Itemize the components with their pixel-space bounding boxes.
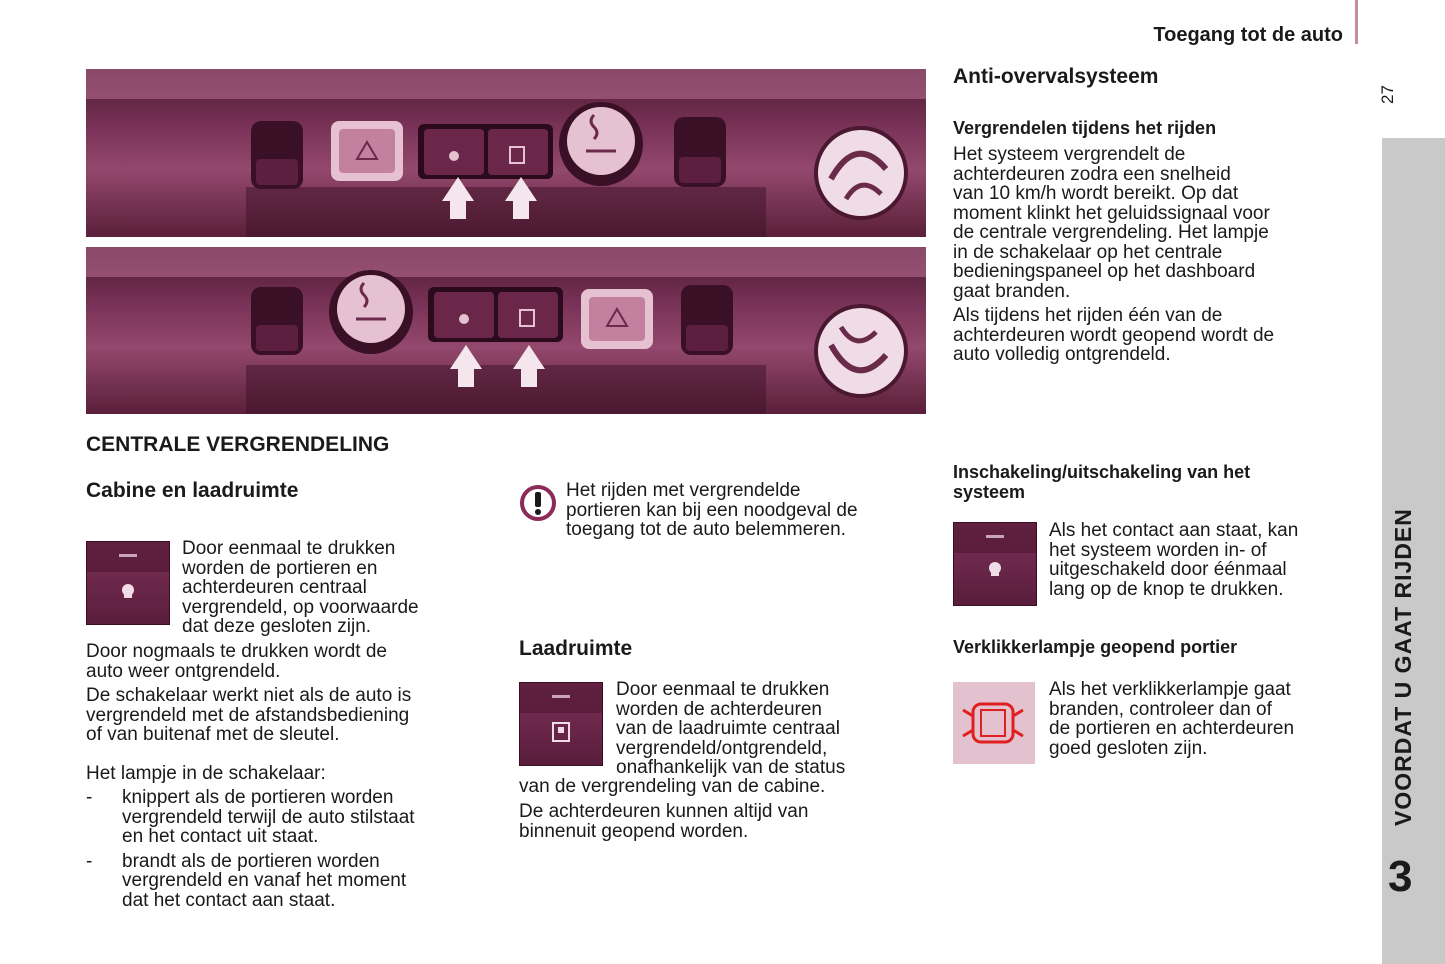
list-item — [86, 788, 496, 847]
text-line: vergrendeld, op voorwaarde — [182, 596, 419, 618]
text-line: brandt als de portieren worden — [122, 850, 380, 872]
text-line: gaat branden. — [953, 280, 1071, 302]
anti-paragraph-1 — [953, 145, 1270, 301]
text-line: auto weer ontgrendeld. — [86, 660, 281, 682]
text-line: in de schakelaar op het centrale — [953, 241, 1223, 263]
warning-exclamation-icon — [519, 484, 557, 522]
text-line: Door eenmaal te drukken — [616, 679, 830, 700]
cargo-button-photo — [488, 129, 548, 175]
text-line: vergrendeld/ontgrendeld, — [616, 737, 828, 759]
text-line: bedieningspaneel op het dashboard — [953, 261, 1256, 282]
cabin-paragraph-3 — [86, 686, 411, 745]
text-line: portieren kan bij een noodgeval de — [566, 499, 858, 521]
text-line: Door eenmaal te drukken — [182, 538, 396, 559]
text-line: achterdeuren zodra een snelheid — [953, 163, 1231, 185]
dashboard-photo-top — [86, 69, 926, 237]
text-line: van 10 km/h wordt bereikt. Op dat — [953, 183, 1239, 204]
text-line: Inschakeling/uitschakeling van het — [953, 462, 1251, 482]
anti-title: Anti-overvalsysteem — [953, 65, 1159, 88]
text-line: worden de portieren en — [182, 557, 378, 579]
text-line: de portieren en achterdeuren — [1049, 718, 1295, 739]
text-line: Door nogmaals te drukken wordt de — [86, 641, 387, 662]
text-line: moment klinkt het geluidssignaal voor — [953, 202, 1270, 224]
anti-theft-zoom-icon — [816, 128, 906, 218]
text-line: achterdeuren wordt geopend wordt de — [953, 324, 1275, 346]
text-line: systeem — [953, 482, 1026, 502]
cargo-paragraph-2 — [519, 802, 808, 841]
anti-subtitle-1: Vergrendelen tijdens het rijden — [953, 118, 1217, 138]
text-line: vergrendeld terwijl de auto stilstaat — [122, 806, 415, 828]
text-line: dat het contact aan staat. — [122, 889, 336, 911]
text-line: auto volledig ontgrendeld. — [953, 344, 1171, 365]
text-line: en het contact uit staat. — [122, 826, 319, 847]
text-line: Als tijdens het rijden één van de — [953, 305, 1223, 326]
bullet-dash: - — [86, 787, 93, 808]
section-title: CENTRALE VERGRENDELING — [86, 433, 390, 456]
page-number: 27 — [1378, 85, 1397, 104]
warning-note — [566, 481, 858, 540]
text-line: worden de achterdeuren — [616, 698, 822, 720]
cargo-subtitle: Laadruimte — [519, 637, 633, 660]
chapter-number: 3 — [1388, 852, 1413, 901]
anti-paragraph-4 — [1049, 680, 1294, 758]
text-line: dat deze gesloten zijn. — [182, 616, 372, 637]
cargo-lock-button-icon — [519, 682, 603, 766]
door-open-warning-icon — [953, 682, 1035, 764]
anti-subtitle-3: Verklikkerlampje geopend portier — [953, 637, 1238, 657]
cargo-intro-continued: van de vergrendeling van de cabine. — [519, 776, 826, 797]
text-line: De schakelaar werkt niet als de auto is — [86, 685, 412, 706]
dashboard-illustration-top — [86, 69, 926, 237]
text-line: goed gesloten zijn. — [1049, 737, 1208, 759]
text-line: achterdeuren centraal — [182, 577, 367, 598]
cabin-paragraph-2 — [86, 642, 387, 681]
text-line: knippert als de portieren worden — [122, 787, 394, 808]
text-line: onafhankelijk van de status — [616, 757, 846, 778]
text-line: of van buitenaf met de sleutel. — [86, 724, 340, 745]
text-line: vergrendeld met de afstandsbediening — [86, 704, 410, 726]
anti-subtitle-2 — [953, 462, 1250, 502]
lamp-bullet-list — [86, 788, 496, 910]
text-line: Het systeem vergrendelt de — [953, 144, 1186, 165]
chapter-tab-label: VOORDAT U GAAT RIJDEN — [1390, 508, 1416, 826]
text-line: van de laadruimte centraal — [616, 718, 840, 739]
text-line: branden, controleer dan of — [1049, 698, 1272, 720]
text-line: De achterdeuren kunnen altijd van — [519, 801, 809, 822]
text-line: toegang tot de auto belemmeren. — [566, 519, 846, 540]
anti-paragraph-3 — [1049, 521, 1298, 599]
text-line: uitgeschakeld door éénmaal — [1049, 559, 1287, 580]
cabin-subtitle: Cabine en laadruimte — [86, 479, 299, 502]
text-line: lang op de knop te drukken. — [1049, 578, 1284, 600]
text-line: binnenuit geopend worden. — [519, 820, 749, 842]
anti-paragraph-2 — [953, 306, 1274, 365]
header-divider — [1355, 0, 1358, 44]
text-line: het systeem worden in- of — [1049, 539, 1267, 561]
running-header: Toegang tot de auto — [1153, 24, 1343, 46]
text-line: de centrale vergrendeling. Het lampje — [953, 222, 1269, 243]
dashboard-photo-bottom — [86, 247, 926, 414]
text-line: vergrendeld en vanaf het moment — [122, 870, 407, 891]
lamp-intro: Het lampje in de schakelaar: — [86, 763, 326, 784]
text-line: Als het contact aan staat, kan — [1049, 520, 1299, 541]
dashboard-illustration-bottom — [86, 247, 926, 414]
lock-button-icon-anti — [953, 522, 1037, 606]
bullet-dash: - — [86, 850, 93, 872]
text-line: Het rijden met vergrendelde — [566, 480, 801, 501]
list-item — [86, 852, 496, 911]
lock-button-icon — [86, 541, 170, 625]
cabin-intro — [182, 539, 419, 637]
text-line: Als het verklikkerlampje gaat — [1049, 679, 1291, 700]
cargo-intro — [616, 680, 845, 778]
